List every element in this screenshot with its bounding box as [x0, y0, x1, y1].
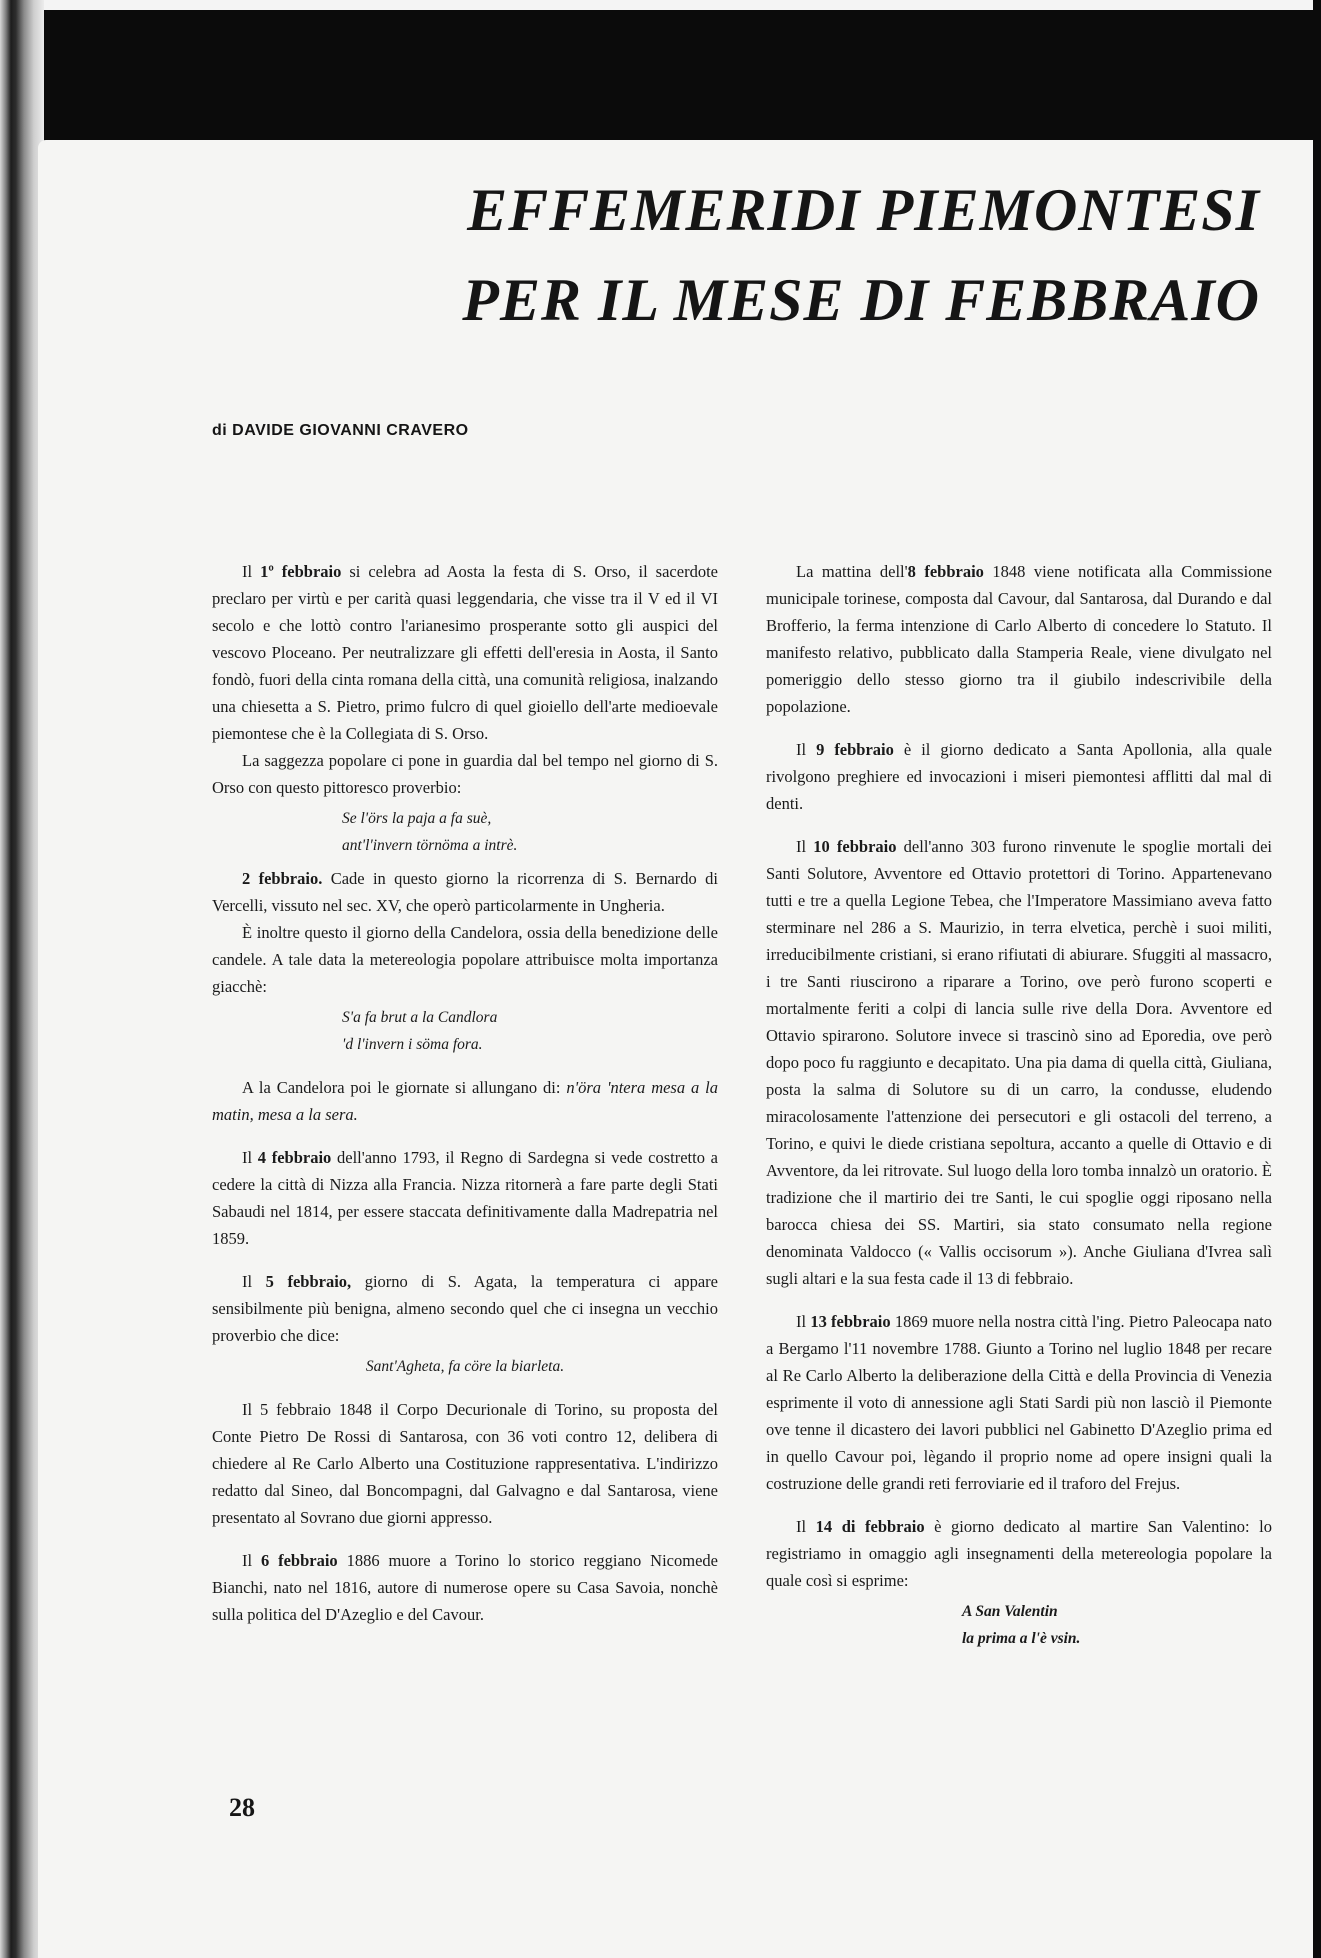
entry-date: 2 febbraio.	[242, 869, 323, 888]
page-title-line-1: EFFEMERIDI PIEMONTESI	[467, 177, 1260, 243]
entry-date: 14 di febbraio	[815, 1517, 925, 1536]
page-title-line-2: PER IL MESE DI FEBBRAIO	[462, 267, 1260, 333]
entry-14-febbraio: Il 14 di febbraio è giorno dedicato al martire San Valentino: lo registriamo in omaggio agli insegnamenti della metereologia popolare la quale così si esprime:	[766, 1517, 1272, 1590]
paragraph-candelora-days: A la Candelora poi le giornate si allungano di: n'öra 'ntera mesa a la matin, mesa a la sera.	[212, 1078, 718, 1124]
proverb-san-valentino: A San Valentin la prima a l'è vsin.	[962, 1603, 1081, 1647]
entry-date: 9 febbraio	[816, 740, 894, 759]
text-column-right	[766, 558, 1272, 1658]
entry-date: 10 febbraio	[813, 837, 897, 856]
paragraph-proverb-intro: La saggezza popolare ci pone in guardia dal bel tempo nel giorno di S. Orso con questo pittoresco proverbio:	[212, 751, 718, 797]
entry-8-febbraio: La mattina dell'8 febbraio 1848 viene notificata alla Commissione municipale torinese, composta dal Cavour, dal Santarosa, dal Durando e dal Brofferio, la ferma intenzione di Carlo Alberto di concedere lo Statuto. Il manifesto relativo, pubblicato dalla Stamperia Reale, viene divulgato nel pomeriggio dello stesso giorno tra il giubilo indescrivibile della popolazione.	[766, 562, 1272, 716]
entry-13-febbraio: Il 13 febbraio 1869 muore nella nostra città l'ing. Pietro Paleocapa nato a Bergamo l'11 novembre 1788. Giunto a Torino nel luglio 1848 per recare al Re Carlo Alberto la deliberazione della Città e della Provincia di Venezia esprimente il voto di annessione agli Stati Sardi più non lasciò il Piemonte ove tenne il dicastero dei lavori pubblici nel Gabinetto D'Azeglio prima ed in quello Cavour poi, lègando il proprio nome ad opere insigni quali la costruzione delle grandi reti ferroviarie ed il traforo del Frejus.	[766, 1312, 1272, 1493]
entry-date: 1º febbraio	[260, 562, 342, 581]
proverb-s-orso: Se l'örs la paja a fa suè, ant'l'invern törnöma a intrè.	[342, 810, 518, 854]
entry-5-febbraio: Il 5 febbraio, giorno di S. Agata, la temperatura ci appare sensibilmente più benigna, almeno secondo quel che ci insegna un vecchio proverbio che dice:	[212, 1272, 718, 1345]
entry-date: 8 febbraio	[907, 562, 984, 581]
entry-date: 13 febbraio	[810, 1312, 891, 1331]
scan-dark-border-top	[0, 0, 1321, 140]
page-number: 28	[229, 1793, 255, 1822]
proverb-s-agata: Sant'Agheta, fa cöre la biarleta.	[365, 1358, 565, 1375]
entry-date: 5 febbraio,	[265, 1272, 352, 1291]
entry-10-febbraio: Il 10 febbraio dell'anno 303 furono rinvenute le spoglie mortali dei Santi Solutore, Avventore ed Ottavio protettori di Torino. Appartenevano tutti e tre a quella Legione Tebea, che l'Imperatore Massimiano aveva fatto sterminare nel 286 a S. Maurizio, in terra elvetica, perchè i suoi militi, irreducibilmente cristiani, si erano rifiutati di abiurare. Sfuggiti al massacro, i tre Santi riuscirono a riparare a Torino, ove però furono scoperti e mortalmente feriti a colpi di lancia sulle rive della Dora. Avventore ed Ottavio spirarono. Solutore invece si trascinò sino ad Eporedia, ove però dopo poco fu raggiunto e decapitato. Una pia dama di quella città, Giuliana, posta la salma di Solutore su di un carro, la condusse, eludendo miracolosamente l'attenzione dei persecutori e gli ostacoli del terreno, a Torino, e quivi le diede cristiana sepoltura, accanto a quelle di Ottavio e di Avventore, da lei ritrovate. Sul luogo della loro tomba innalzò un oratorio. È tradizione che il martirio dei tre Santi, le cui spoglie oggi riposano nella barocca chiesa dei SS. Martiri, sia stato consumato nella regione denominata Valdocco (« Vallis occisorum »). Anche Giuliana d'Ivrea salì sugli altari e la sua festa cade il 13 di febbraio.	[766, 837, 1272, 1288]
entry-4-febbraio: Il 4 febbraio dell'anno 1793, il Regno di Sardegna si vede costretto a cedere la città di Nizza alla Francia. Nizza ritornerà a fare parte degli Stati Sabaudi nel 1814, per essere staccata definitivamente dalla Madrepatria nel 1859.	[212, 1148, 718, 1248]
document-page	[38, 140, 1313, 1958]
entry-5-febbraio-1848: Il 5 febbraio 1848 il Corpo Decurionale di Torino, su proposta del Conte Pietro De Rossi di Santarosa, con 36 voti contro 12, delibera di chiedere al Re Carlo Alberto una Costituzione rappresentativa. L'indirizzo redatto dal Sineo, dal Boncompagni, dal Galvagno e dal Santarosa, viene presentato al Sovrano due giorni appresso.	[212, 1400, 718, 1527]
entry-date: 6 febbraio	[260, 1551, 338, 1570]
entry-2-febbraio: 2 febbraio. Cade in questo giorno la ricorrenza di S. Bernardo di Vercelli, vissuto nel sec. XV, che operò particolarmente in Ungheria.	[212, 869, 718, 915]
paragraph-candelora: È inoltre questo il giorno della Candelora, ossia della benedizione delle candele. A tale data la metereologia popolare attribuisce molta importanza giacchè:	[212, 923, 718, 996]
entry-9-febbraio: Il 9 febbraio è il giorno dedicato a Santa Apollonia, alla quale rivolgono preghiere ed invocazioni i miseri piemontesi afflitti dal mal di denti.	[766, 740, 1272, 813]
scan-dark-border-right	[1313, 0, 1321, 1958]
entry-date: 4 febbraio	[257, 1148, 332, 1167]
proverb-candelora: S'a fa brut a la Candlora 'd l'invern i söma fora.	[342, 1009, 498, 1053]
text-column-left	[212, 558, 718, 1628]
entry-1-febbraio: Il 1º febbraio si celebra ad Aosta la festa di S. Orso, il sacerdote preclaro per virtù e per carità quasi leggendaria, che visse tra il V ed il VI secolo e che lottò contro l'arianesimo prosperante sotto gli auspici del vescovo Plocеano. Per neutralizzare gli effetti dell'eresia in Aosta, il Santo fondò, fuori della cinta romana della città, una comunità religiosa, inalzando una chiesetta a S. Pietro, primo fulcro di quel gioiello dell'arte medioevale piemontese che è la Collegiata di S. Orso.	[212, 562, 718, 743]
entry-6-febbraio: Il 6 febbraio 1886 muore a Torino lo storico reggiano Nicomede Bianchi, nato nel 1816, autore di numerose opere su Casa Savoia, nonchè sulla politica del D'Azeglio e del Cavour.	[212, 1551, 718, 1624]
author-byline: di DAVIDE GIOVANNI CRAVERO	[212, 422, 469, 439]
scan-paper-edge-top	[0, 0, 1321, 10]
